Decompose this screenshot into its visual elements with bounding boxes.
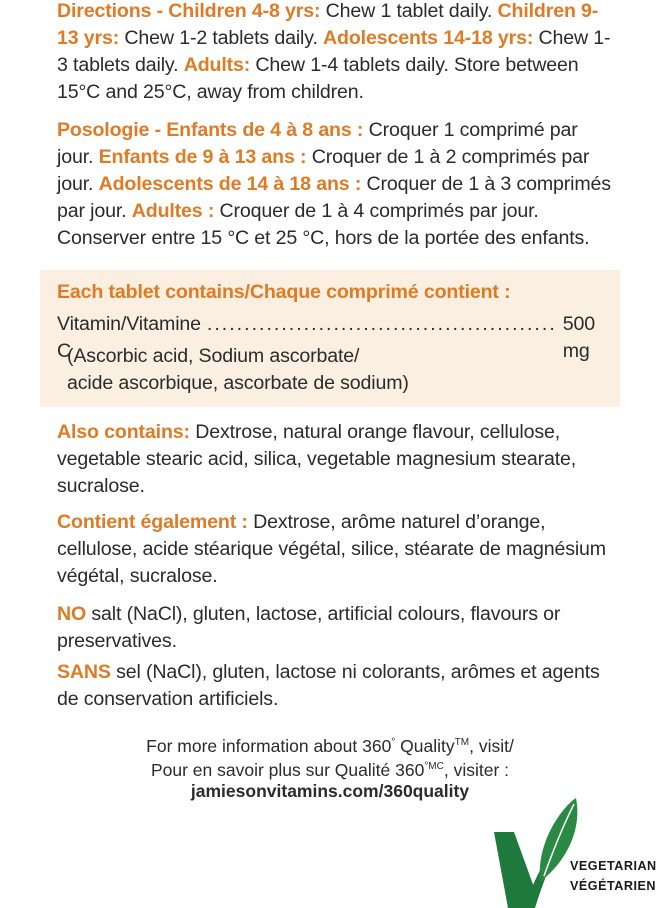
also-contains-text: Dextrose, natural orange flavour, cellulose, vegetable stearic acid, silica, vegetable magnesium stearate, sucralose. xyxy=(57,421,577,497)
directions-french xyxy=(57,117,617,252)
sans-label: SANS xyxy=(57,661,111,683)
composition-title: Each tablet contains/Chaque comprimé contient : xyxy=(57,281,511,303)
info-text: Quality xyxy=(395,735,455,756)
info-line-english xyxy=(0,731,660,758)
directions-text: Chew 1-4 tablets daily. Store between 15°C and 25°C, away from children. xyxy=(57,54,579,103)
info-line-french xyxy=(0,755,660,782)
directions-children-4-8-heading: Directions - Children 4-8 yrs: xyxy=(57,0,321,22)
directions-text: Chew 1-2 tablets daily. xyxy=(119,27,324,49)
degree-mark: ° xyxy=(391,737,396,748)
posologie-text: Croquer 1 comprimé par jour. xyxy=(57,119,578,168)
directions-english xyxy=(57,0,617,106)
sans-text: sel (NaCl), gluten, lactose ni colorants, arômes et agents de conservation artificiels. xyxy=(57,661,600,710)
info-text: , visiter : xyxy=(443,759,510,780)
website-link[interactable]: jamiesonvitamins.com/360quality xyxy=(190,781,470,801)
directions-text: Chew 1-3 tablets daily. xyxy=(57,27,611,76)
also-contains-french xyxy=(57,509,617,590)
also-contains-label: Also contains: xyxy=(57,421,190,443)
trademark-mark-fr: °MC xyxy=(424,761,444,772)
also-contains-english xyxy=(57,419,617,500)
directions-adults-heading: Adults: xyxy=(183,54,251,76)
posologie-text: Croquer de 1 à 4 comprimés par jour. Conserver entre 15 °C et 25 °C, hors de la portée des enfants. xyxy=(57,200,590,249)
ingredient-name: Vitamin/Vitamine C xyxy=(57,313,201,362)
no-label: NO xyxy=(57,603,87,625)
directions-adolescents-heading: Adolescents 14-18 yrs: xyxy=(323,27,534,49)
vegetarian-text-en: VEGETARIAN xyxy=(570,859,657,873)
ingredient-source-line: (Ascorbic acid, Sodium ascorbate/ xyxy=(67,345,360,367)
info-text: , visit/ xyxy=(469,735,514,756)
directions-children-9-13-heading: Children 9-13 yrs: xyxy=(57,0,599,49)
posologie-heading: Posologie - Enfants de 4 à 8 ans : xyxy=(57,119,364,141)
ingredient-amount: 500 mg xyxy=(562,313,596,362)
info-text: Pour en savoir plus sur Qualité 360 xyxy=(150,759,425,780)
ingredient-source xyxy=(67,343,409,397)
posologie-text: Croquer de 1 à 3 comprimés par jour. xyxy=(57,173,611,222)
posologie-text: Croquer de 1 à 2 comprimés par jour. xyxy=(57,146,590,195)
composition-panel xyxy=(40,270,620,407)
contient-egalement-text: Dextrose, arôme naturel d’orange, cellulose, acide stéarique végétal, silice, stéarate de magnésium végétal, sucralose. xyxy=(57,511,606,587)
directions-text: Chew 1 tablet daily. xyxy=(320,0,498,22)
posologie-enfants-heading: Enfants de 9 à 13 ans : xyxy=(98,146,307,168)
trademark-mark: TM xyxy=(454,737,470,748)
posologie-adolescents-heading: Adolescents de 14 à 18 ans : xyxy=(98,173,362,195)
ingredient-source-line: acide ascorbique, ascorbate de sodium) xyxy=(67,372,409,394)
leader-dots: ............................................... xyxy=(206,313,557,335)
free-from-french xyxy=(57,659,617,713)
free-from-text: salt (NaCl), gluten, lactose, artificial colours, flavours or preservatives. xyxy=(57,603,561,652)
info-text: For more information about 360 xyxy=(146,735,392,756)
vegetarian-text-fr: VÉGÉTARIEN xyxy=(570,879,656,893)
posologie-adultes-heading: Adultes : xyxy=(131,200,215,222)
contient-egalement-label: Contient également : xyxy=(57,511,248,533)
free-from-english xyxy=(57,601,617,655)
